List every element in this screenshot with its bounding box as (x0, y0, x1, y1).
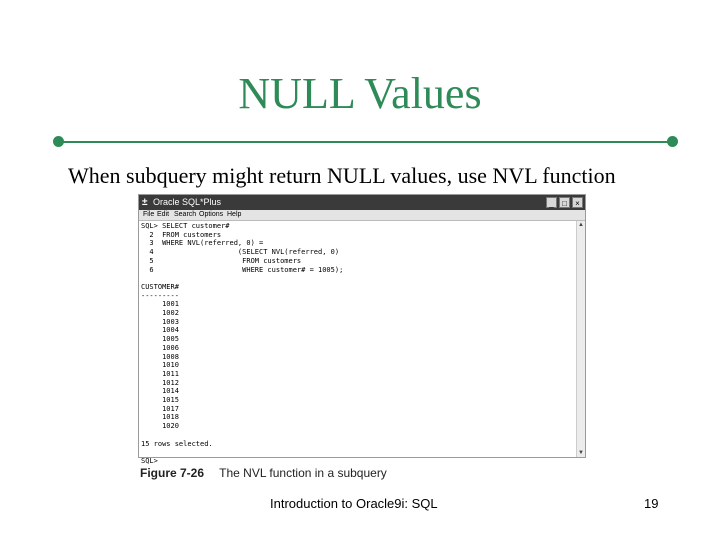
console-line: 5 FROM customers (141, 256, 302, 265)
scroll-up-icon[interactable]: ▲ (578, 222, 584, 228)
console-line: 1020 (141, 422, 179, 431)
window-titlebar[interactable] (139, 195, 585, 210)
console-line: 1006 (141, 343, 179, 352)
maximize-button[interactable]: □ (559, 197, 570, 208)
console-line: 1014 (141, 387, 179, 396)
footer-text: Introduction to Oracle9i: SQL (270, 496, 438, 511)
console-output[interactable] (141, 222, 575, 465)
figure-caption (140, 466, 387, 480)
console-line: 15 rows selected. (141, 439, 213, 448)
console-line: 1002 (141, 309, 179, 318)
console-line (141, 431, 575, 440)
console-line: 1008 (141, 352, 179, 361)
sqlplus-window (138, 194, 586, 465)
rule-dot-right (667, 136, 678, 147)
console-line: 4 (SELECT NVL(referred, 0) (141, 248, 340, 257)
menu-bar (139, 210, 585, 221)
console-line: 3 WHERE NVL(referred, 0) = (141, 239, 264, 248)
figure-number: Figure 7-26 (140, 466, 205, 480)
console-line: 2 FROM customers (141, 230, 222, 239)
console-line: 1005 (141, 335, 179, 344)
title-rule (58, 141, 674, 143)
bullet-text: When subquery might return NULL values, use NVL function (68, 163, 616, 188)
console-line: 1017 (141, 404, 179, 413)
minimize-button[interactable]: _ (546, 197, 557, 208)
scroll-down-icon[interactable]: ▼ (578, 450, 584, 456)
console-line: 1001 (141, 300, 179, 309)
console-line: 1010 (141, 361, 179, 370)
menu-edit[interactable]: Edit (157, 211, 170, 218)
figure-text: The NVL function in a subquery (219, 466, 387, 480)
close-button[interactable]: × (572, 197, 583, 208)
console-line: 6 WHERE customer# = 1005); (141, 265, 344, 274)
slide-title: NULL Values (238, 69, 482, 118)
console-line: --------- (141, 291, 179, 300)
console-line: SQL> (141, 456, 158, 465)
console-line: SQL> SELECT customer# (141, 222, 230, 230)
console-line: 1012 (141, 378, 179, 387)
vertical-scrollbar[interactable] (576, 221, 585, 457)
sqlplus-icon: ± (142, 197, 148, 208)
console-line: 1004 (141, 326, 179, 335)
console-line: 1018 (141, 413, 179, 422)
menu-search[interactable]: Search (174, 211, 197, 218)
console-line: CUSTOMER# (141, 282, 179, 291)
console-line: 1015 (141, 396, 179, 405)
page-number: 19 (644, 496, 659, 511)
console-line (141, 274, 575, 283)
console-line: 1011 (141, 369, 179, 378)
console-line (141, 448, 575, 457)
window-title: Oracle SQL*Plus (153, 197, 222, 207)
menu-help[interactable]: Help (227, 211, 242, 218)
console-line: 1003 (141, 317, 179, 326)
menu-file[interactable]: File (143, 211, 155, 218)
menu-options[interactable]: Options (199, 211, 224, 218)
